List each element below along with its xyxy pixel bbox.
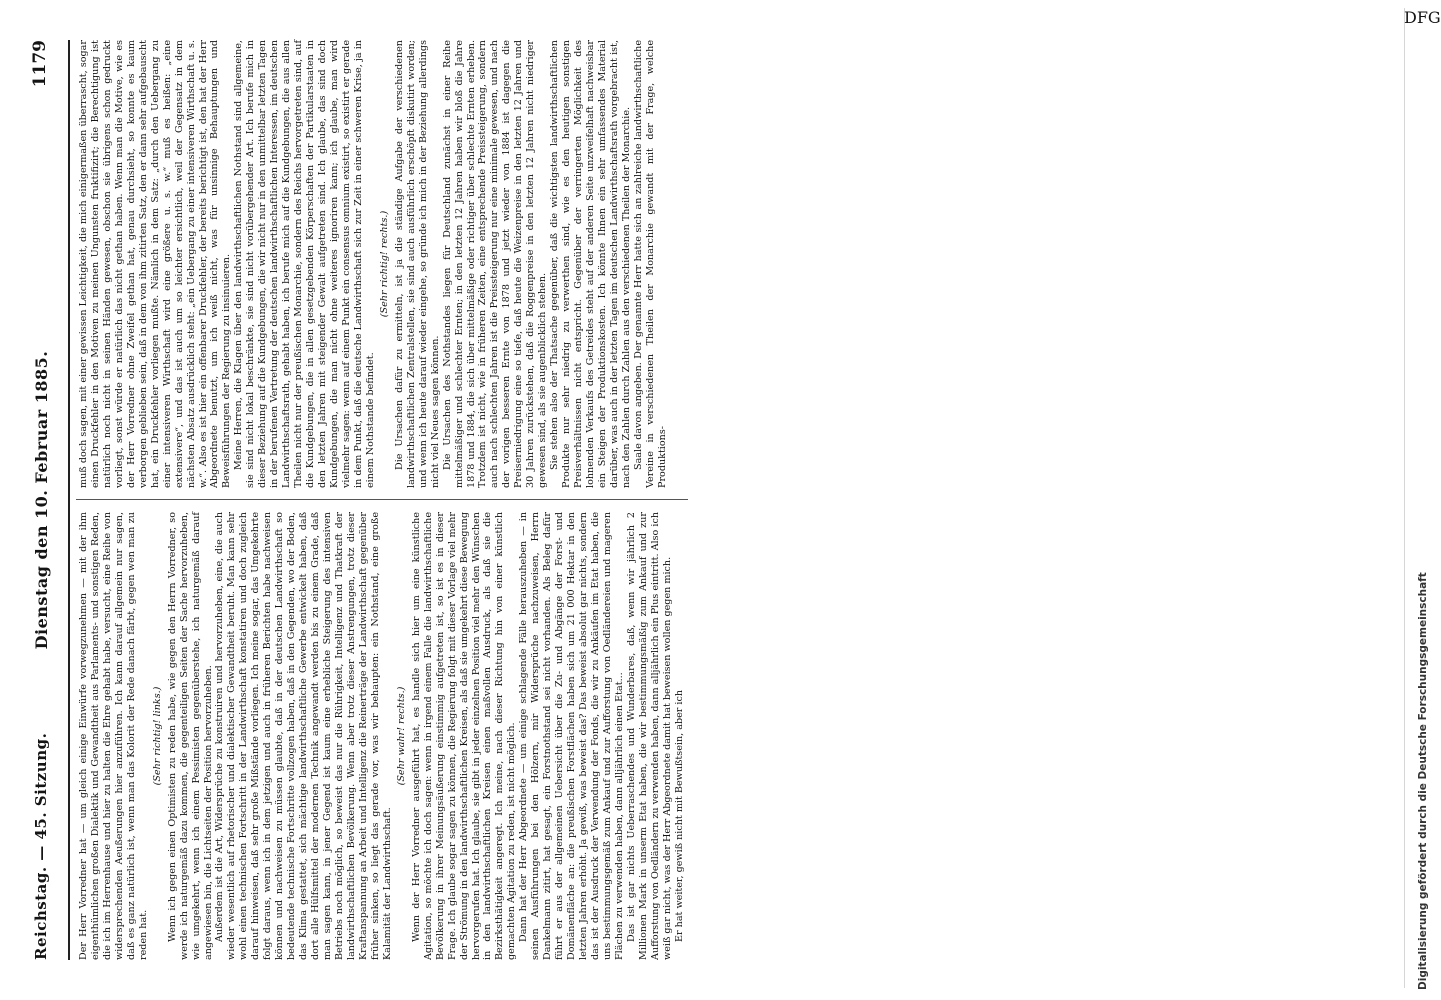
paragraph: Außerdem ist die Art, Widersprüche zu konstruiren und hervorzuheben, eine, die auch wieder wesentlich auf rhetorischer und dialektischer Gewandtheit beruht. Man kann sehr wohl einen technischen Fortschritt in der Landwirthschaft konstatiren und doch zugleich darauf hinweisen, daß sehr große Mißstände vorliegen. Ich meine sogar, das Umgekehrte folgt daraus, wenn ich in dem jetzigen und auch in früheren Berichten habe nachweisen können und nachweisen zu müssen glaubte, daß in der deutschen Landwirthschaft so bedeutende technische Fortschritte vollzogen haben, daß in den Gegenden, wo der Boden, das Klima gestattet, sich mächtige landwirthschaftliche Gewerbe entwickelt haben, daß dort alle Hülfsmittel der modernen Technik angewandt werden bis zu einem Grade, daß man sagen kann, in jener Gegend ist kaum eine erhebliche Steigerung des intensiven Betriebs noch möglich, so beweist das nur die Rührigkeit, Intelligenz und Thatkraft der landwirthschaftlichen Bevölkerung. Wenn aber trotz dieser Anstrengungen, trotz dieser Kraftanspannung an Arbeit und Intelligenz die Reinerträge der Landwirthschaft gegenüber früher sinken, so liegt das gerade vor, was wir behaupten: ein Nothstand, eine große Kalamität der Landwirthschaft. [214,512,393,960]
page-header [18,40,66,960]
interjection: (Sehr richtig! rechts.) [378,210,390,318]
header-session: Reichstag. — 45. Sitzung. [32,732,50,960]
paragraph: Dann hat der Herr Abgeordnete — um einige schlagende Fälle herauszuheben — in seinen Ausführungen bei den Hölzern, mir Widersprüche nachzuweisen, Herrn Dankelmann zitirt, hat gesagt, ein Forstnothstand sei nicht vorhanden. Als Beleg dafür führt er aus der allgemeinen Uebersicht über die Zu- und Abgänge der Forst- und Domänenfläche an: die preußischen Forstflächen haben sich um 21 000 Hektar in den letzten Jahren erhöht. Ja gewiß, was beweist das? Das beweist absolut gar nichts, sondern das ist der Ausdruck der Verwendung der Fonds, die wir zu Ankäufen im Etat haben, die uns bestimmungsgemäß zum Ankauf und zur Aufforstung von Oedländereien und mageren Flächen zu verwenden haben, dann alljährlich einen Etat... [518,512,625,960]
paragraph: Er hat weiter, gewiß nicht mit Bewußtsein, aber ich [673,689,685,942]
paragraph: Wenn der Herr Vorredner ausgeführt hat, es handle sich hier um eine künstliche Agitation, so möchte ich doch sagen: wenn in irgend einem Falle die landwirthschaftliche Bevölkerung in ihrer Meinungsäußerung einstimmig aufgetreten ist, so ist es in dieser Frage. Ich glaube sogar sagen zu können, die Regierung folgt mit dieser Vorlage viel mehr der Strömung in den landwirthschaftlichen Kreisen, als daß sie umgekehrt diese Bewegung hervorgerufen hat. Ich glaube, sie gibt in jeder einzelnen Position viel mehr den Wünschen in den landwirthschaftlichen Kreisen einen maßvollen Ausdruck, als daß sie die Bezirksthätigkeit angeregt. Ich meine, nach dieser Richtung hin von einer künstlich gemachten Agitation zu reden, ist nicht möglich. [410,512,518,960]
column-divider [76,499,688,500]
page-number: 1179 [30,40,50,88]
credit-text: Digitalisierung gefördert durch die Deutsche Forschungsgemeinschaft [1417,572,1429,990]
paragraph: muß doch sagen, mit einer gewissen Leichtigkeit, die mich einigermaßen überrascht, sogar einen Druckfehler in den Motiven zu meinen Ungunsten fruktifizirt; die Berechtigung ist natürlich noch nicht in seinen Händen gewesen, obschon sie übrigens schon gedruckt vorliegt, sonst würde er natürlich das nicht gethan haben. Wenn man die Motive, wie es der Herr Vorredner ohne Zweifel gethan hat, genau durchsieht, so konnte es kaum verborgen geblieben sein, daß in dem von ihm zitirten Satz, den er dann sehr aufgebauscht hat, ein Druckfehler vorliegen mußte. Nämlich in dem Satz: „durch den Uebergang zu einer intensiveren Wirthschaft wird eine größere u. s. w.“ muß es heißen: „eine extensivere“, und das ist auch um so leichter ersichtlich, weil der Gegensatz in dem nächsten Absatz ausdrücklich steht: „ein Uebergang zu einer intensiveren Wirthschaft u. s. w.“. Also es ist hier ein offenbarer Druckfehler, der bereits berichtigt ist, den hat der Herr Abgeordnete benutzt, um ich weiß nicht, was für unsinnige Behauptungen und Beweisführungen der Regierung zu insinuieren. [78,40,233,488]
paragraph: Saale davon angeben. Der genannte Herr hatte sich an zahlreiche landwirthschaftliche Vereine in verschiedenen Theilen der Monarchie gewandt mit der Frage, welche Produktions- [632,40,668,488]
paragraph: Das ist gar nichts Ueberraschendes und Wunderbares, daß, wenn wir jährlich 2 Millionen Mark in unserm Etat haben, die wir bestimmungsmäßig zum Ankauf und zur Aufforstung von Oedländern zu verwenden haben, dann alljährlich ein Plus eintritt. Also ich weiß gar nicht, was der Herr Abgeordnete damit hat beweisen wollen gegen mich. [625,512,673,960]
paragraph: Die Ursachen des Nothstandes liegen für Deutschland zunächst in einer Reihe mittelmäßiger und schlechter Ernten; in den letzten 12 Jahren haben wir bloß die Jahre 1878 und 1884, die sich über mittelmäßige oder richtiger über schlechte Ernten erheben. Trotzdem ist nicht, wie in früheren Zeiten, eine entsprechende Preissteigerung, sondern auch nach schlechten Jahren ist die Preissteigerung nur eine minimale gewesen, und nach der vorigen besseren Ernte von 1878 und jetzt wieder von 1884 ist dagegen die Preiserniedrigung eine so tiefe, daß heute die Weizenpreise in den letzten 12 Jahren und 30 Jahren zurückstehen, daß die Roggenpreise in den letzten 12 Jahren nicht niedriger gewesen sind, als sie augenblicklich stehen. [441,40,549,488]
paragraph: Der Herr Vorredner hat — um gleich einige Einwürfe vorwegzunehmen — mit der ihm eigenthümlichen großen Dialektik und Gewandtheit aus Parlaments- und sonstigen Reden, die ich im Herrenhause und hier zu halten die Ehre gehabt habe, versucht, eine Reihe von widersprechenden Aeußerungen hier anzuführen. Ich kann darauf allgemein nur sagen, daß es ganz natürlich ist, wenn man das Kolorit der Rede danach färbt, gegen wen man zu reden hat. [78,512,149,960]
header-date: Dienstag den 10. Februar 1885. [32,350,51,650]
dfg-logo [1404,8,1441,988]
text-column-right [78,40,688,488]
text-column-left [78,512,688,960]
paragraph: Sie stehen also der Thatsache gegenüber, daß die wichtigsten landwirthschaftlichen Produkte nur sehr niedrig zu verwerthen sind, wie es den heutigen sonstigen Preisverhältnissen nicht entspricht. Gegenüber der verringerten Möglichkeit des lohnenden Verkaufs des Getreides steht auf der anderen Seite unzweifelhaft nachweisbar ein Steigen der Produktionskosten. Ich könnte Ihnen ein sehr umfassendes Material darüber, was auch in der letzten Tagen im deutschen Landwirthschaftsrath vorgebracht ist, nach den Zahlen durch Zahlen aus den verschiedenen Theilen der Monarchie. [549,40,632,488]
paragraph: Die Ursachen dafür zu ermitteln, ist ja die ständige Aufgabe der verschiedenen landwirthschaftlichen Zentralstellen, sie sind auch ausführlich erschöpft diskutirt worden; und wenn ich heute darauf wieder eingehe, so gründe ich mich in der Beziehung allerdings nicht viel Neues sagen können. [393,40,441,488]
interjection: (Sehr wahr! rechts.) [395,686,407,786]
paragraph: Wenn ich gegen einen Optimisten zu reden habe, wie gegen den Herrn Vorredner, so werde ich naturgemäß dazu kommen, die gegenteiligen Seiten der Sache hervorzuheben, wie umgekehrt, wenn ich einem Pessimisten gegenüberstehe, ich naturgemäß darauf angewiesen bin, die Lichtseiten der Position hervorzuheben. [166,512,214,960]
paragraph: Meine Herren, die Klagen über den landwirthschaftlichen Nothstand sind allgemeine, sie sind nicht lokal beschränkte, sie sind nicht vorübergehender Art. Ich berufe mich in dieser Beziehung auf die Kundgebungen, die wir nicht nur in den unmittelbar letzten Tagen in der berufenen Vertretung der deutschen landwirthschaftlichen Interessen, im deutschen Landwirthschaftsrath, gehabt haben, ich berufe mich auf die Kundgebungen, die aus allen Theilen nicht nur der preußischen Monarchie, sondern des Reichs hervorgetreten sind, auf die Kundgebungen, die in allen gesetzgebenden Körperschaften der Partikularstaaten in den letzten Jahren mit steigender Gewalt aufgetreten sind. Ich glaube, das sind doch Kundgebungen, die man nicht ohne weiteres ignoriren kann; ich glaube, man wird vielmehr sagen: wenn auf einem Punkt ein consensus omnium existirt, so existirt er gerade in dem Punkt, daß die deutsche Landwirthschaft sich zur Zeit in einer schweren Krise, ja in einem Nothstande befindet. [233,40,376,488]
interjection: (Sehr richtig! links.) [151,686,163,786]
dfg-logo-text: DFG [1404,8,1441,27]
header-rule [68,40,70,960]
